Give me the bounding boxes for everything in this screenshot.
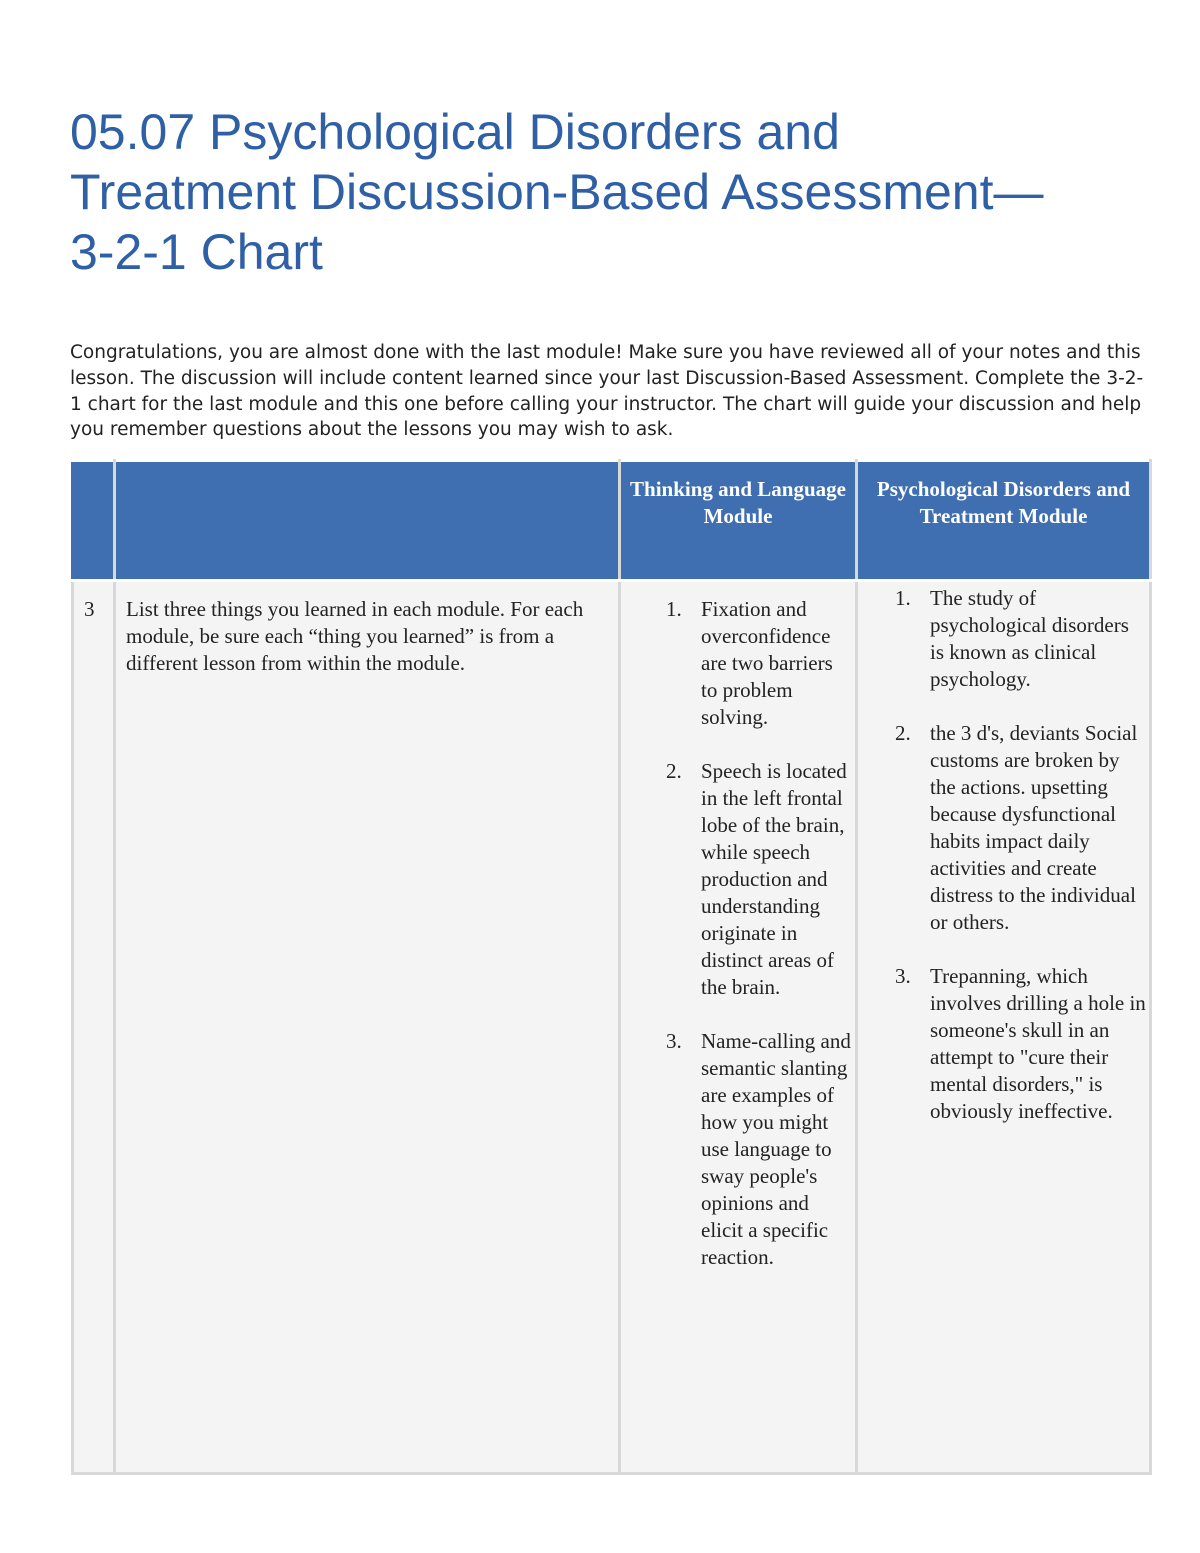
header-number-cell	[73, 461, 115, 581]
row-number: 3	[73, 581, 115, 1474]
list-item-number: 1.	[895, 586, 911, 610]
list-item-number: 2.	[895, 721, 911, 745]
list-item-text: the 3 d's, deviants Social customs are broken by the actions. upsetting because dysfunctional habits impact daily activities and create distress to the individual or others.	[930, 721, 1138, 934]
intro-paragraph: Congratulations, you are almost done with the last module! Make sure you have reviewed all of your notes and this lesson. The discussion will include content learned since your last Discussion-Based Assessment. Complete the 3-2-1 chart for the last module and this one before calling your instructor. The chart will guide your discussion and help you remember questions about the lessons you may wish to ask.	[70, 342, 1144, 441]
list-item-number: 3.	[895, 964, 911, 988]
list-item-text: The study of psychological disorders is known as clinical psychology.	[930, 586, 1129, 691]
thinking-language-answers	[620, 581, 857, 1474]
header-prompt-cell	[115, 461, 620, 581]
header-psych-disorders-module: Psychological Disorders and Treatment Module	[857, 461, 1151, 581]
list-item	[666, 1028, 851, 1271]
list-item	[895, 963, 1147, 1125]
psych-disorders-answers	[857, 581, 1151, 1474]
list-item	[666, 596, 851, 731]
list-item-text: Speech is located in the left frontal lobe of the brain, while speech production and understanding originate in distinct areas of the brain.	[701, 759, 847, 999]
list-item-text: Trepanning, which involves drilling a hole in someone's skull in an attempt to "cure their mental disorders," is obviously ineffective.	[930, 964, 1146, 1123]
list-item	[895, 720, 1147, 936]
list-item-number: 1.	[666, 597, 682, 621]
list-item-number: 2.	[666, 759, 682, 783]
three-two-one-chart	[71, 459, 1152, 1475]
list-item-text: Fixation and overconfidence are two barriers to problem solving.	[701, 597, 833, 729]
list-item-number: 3.	[666, 1029, 682, 1053]
list-item-text: Name-calling and semantic slanting are examples of how you might use language to sway people's opinions and elicit a specific reaction.	[701, 1029, 851, 1269]
psych-disorders-list	[895, 585, 1147, 1125]
page-title: 05.07 Psychological Disorders and Treatment Discussion-Based Assessment—3-2-1 Chart	[70, 104, 1044, 280]
list-item	[666, 758, 851, 1001]
chart-row-3	[73, 581, 1151, 1474]
thinking-language-list	[666, 596, 851, 1271]
row-prompt: List three things you learned in each module. For each module, be sure each “thing you learned” is from a different lesson from within the module.	[115, 581, 620, 1474]
header-thinking-language-module: Thinking and Language Module	[620, 461, 857, 581]
list-item	[895, 585, 1147, 693]
chart-header-row	[73, 461, 1151, 581]
